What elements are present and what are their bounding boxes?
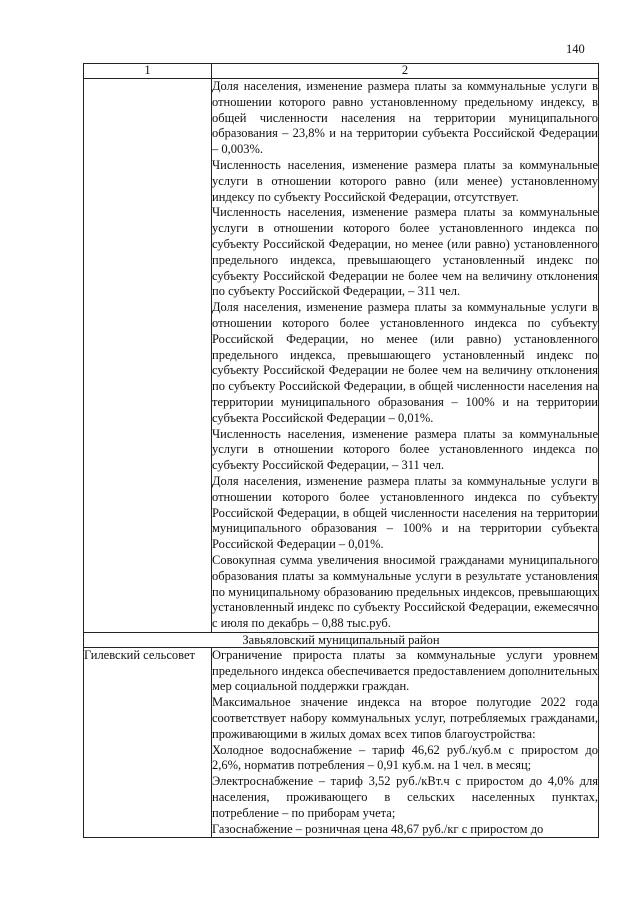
municipality-text [212, 647, 599, 838]
paragraph: Электроснабжение – тариф 3,52 руб./кВт.ч с приростом до 4,0% для населения, проживающего в сельских населенных пунктах, потребление – по приборам учета; [212, 774, 598, 820]
paragraph: Ограничение прироста платы за коммунальные услуги уровнем предельного индекса обеспечивается предоставлением дополнительных мер социальной поддержки граждан. [212, 647, 598, 694]
paragraph: Доля населения, изменение размера платы за коммунальные услуги в отношении которого равно установленному предельному индексу, в общей численности населения на территории муниципального образования – 23,8% и на территории субъекта Российской Федерации – 0,003%. [212, 79, 598, 157]
paragraph: Максимальное значение индекса на второе полугодие 2022 года соответствует набору коммунальных услуг, потребляемых гражданами, проживающими в жилых домах всех типов благоустройства: [212, 695, 598, 741]
paragraph: Холодное водоснабжение – тариф 46,62 руб./куб.м с приростом до 2,6%, норматив потребления – 0,91 куб.м. на 1 чел. в месяц; [212, 742, 598, 773]
paragraph: Газоснабжение – розничная цена 48,67 руб./кг с приростом до [212, 821, 544, 836]
municipality-name: Гилевский сельсовет [84, 647, 212, 838]
page-number: 140 [566, 42, 585, 56]
paragraph: Доля населения, изменение размера платы за коммунальные услуги в отношении которого более установленного индекса по субъекту Российской Федерации, в общей численности населения на территории муниципального образования – 100% и на территории субъекта Российской Федерации – 0,01%. [212, 473, 598, 552]
municipality-row [84, 647, 599, 838]
paragraph: Численность населения, изменение размера платы за коммунальные услуги в отношении которого более установленного индекса по субъекту Российской Федерации, но менее (или равно) установленного предельного индекса, превышающего установленный индекс по субъекту Российской Федерации не более чем на величину отклонения по субъекту Российской Федерации, – 311 чел. [212, 205, 598, 299]
region-row [84, 632, 599, 647]
paragraph: Численность населения, изменение размера платы за коммунальные услуги в отношении которого равно (или менее) установленному индексу по субъекту Российской Федерации, отсутствует. [212, 157, 598, 204]
continued-row-text [212, 79, 599, 633]
paragraph: Совокупная сумма увеличения вносимой гражданами муниципального образования платы за коммунальные услуги в результате установления по муниципальному образованию предельных индексов, превышающих установленный индекс по субъекту Российской Федерации, ежемесячно с июля по декабрь – 0,88 тыс.руб. [212, 552, 598, 631]
region-title: Завьяловский муниципальный район [84, 632, 599, 647]
document-table [83, 63, 599, 838]
header-row [84, 64, 599, 79]
continued-row [84, 79, 599, 633]
continued-row-label [84, 79, 212, 633]
header-col-1: 1 [84, 64, 212, 79]
paragraph: Доля населения, изменение размера платы за коммунальные услуги в отношении которого более установленного индекса по субъекту Российской Федерации, но менее (или равно) установленного предельного индекса, превышающего установленный индекс по субъекту Российской Федерации не более чем на величину отклонения по субъекту Российской Федерации, в общей численности населения на территории муниципального образования – 100% и на территории субъекта Российской Федерации – 0,01%. [212, 300, 598, 425]
header-col-2: 2 [212, 64, 599, 79]
paragraph: Численность населения, изменение размера платы за коммунальные услуги в отношении которого более установленного индекса по субъекту Российской Федерации, – 311 чел. [212, 426, 598, 473]
